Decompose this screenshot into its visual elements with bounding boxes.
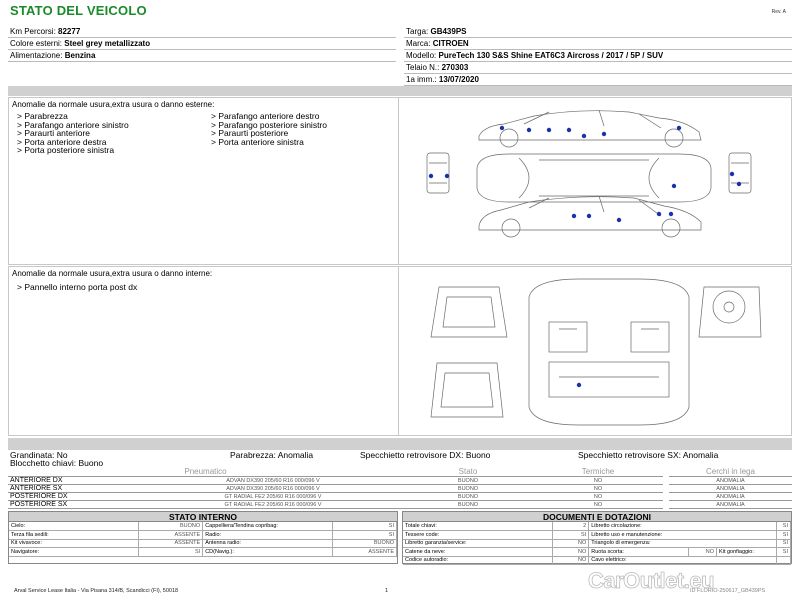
item-label: CD(Navig.): [203, 548, 333, 557]
specchietto-sx-status: Specchietto retrovisore SX: Anomalia [578, 450, 719, 460]
item-label: Totale chiavi: [403, 522, 553, 531]
item-value [776, 556, 790, 565]
table-row [8, 501, 792, 509]
external-damage-list-area [9, 98, 399, 264]
item-value: SI [553, 531, 589, 540]
tyre-stato: BUONO [403, 477, 533, 485]
item-label: Kit gonfiaggio: [717, 548, 777, 557]
footer-company: Arval Service Lease Italia - Via Pisana 314/B, Scandicci (FI), 50018 [14, 588, 179, 594]
item-label: Libretto uso e manutenzione: [589, 531, 777, 540]
table-row [8, 477, 792, 485]
telaio-value: 270303 [441, 63, 469, 72]
car-interior-diagram-svg [399, 267, 791, 435]
table-row [403, 556, 791, 565]
table-row [9, 548, 397, 557]
table-row [8, 493, 792, 501]
tyre-cerchi: ANOMALIA [669, 493, 792, 501]
internal-damage-list [17, 283, 137, 292]
tyre-model: GT RADIAL FE2 205/60 R16 000/096 V [143, 501, 403, 509]
termiche-header: Termiche [533, 467, 663, 477]
internal-damage-panel [8, 266, 792, 436]
tyre-termiche: NO [533, 493, 663, 501]
tyre-position: POSTERIORE DX [8, 493, 143, 501]
tyre-model: ADVAN DX390 205/60 R16 000/096 V [143, 477, 403, 485]
item-label: Radio: [203, 531, 333, 540]
item-value: SI [333, 531, 397, 540]
grandinata-status: Grandinata: No [10, 450, 68, 460]
colore-value: Steel grey metallizzato [64, 39, 151, 48]
marca-label: Marca: [406, 39, 431, 48]
separator-band-2 [8, 438, 792, 450]
documenti-box [402, 511, 792, 564]
table-row [8, 485, 792, 493]
alimentazione-label: Alimentazione: [10, 51, 63, 60]
item-label: Catene da neve: [403, 548, 553, 557]
item-label: Codice autoradio: [403, 556, 553, 565]
table-row [403, 522, 791, 531]
item-label: Kit vivavoce: [9, 539, 139, 548]
alimentazione-value: Benzina [64, 51, 96, 60]
item-value: NO [553, 548, 589, 557]
cerchi-header: Cerchi in lega [669, 467, 792, 477]
item-label: Terza fila sedili: [9, 531, 139, 540]
km-label: Km Percorsi: [10, 27, 56, 36]
item-label: Navigatore: [9, 548, 139, 557]
table-row [403, 531, 791, 540]
item-value: ASSENTE [139, 539, 203, 548]
tyre-stato: BUONO [403, 493, 533, 501]
stato-interno-title: STATO INTERNO [9, 512, 397, 522]
item-value: SI [776, 548, 790, 557]
item-label: Antenna radio: [203, 539, 333, 548]
blocchetto-status: Blocchetto chiavi: Buono [10, 458, 104, 468]
damage-item: > Paraurti anteriore [17, 128, 90, 139]
item-label: Libretto garanzia/service: [403, 539, 553, 548]
table-row [403, 539, 791, 548]
documenti-title: DOCUMENTI E DOTAZIONI [403, 512, 791, 522]
tyre-model: ADVAN DX390 205/60 R16 000/096 V [143, 485, 403, 493]
damage-item: > Parafango anteriore destro [211, 111, 320, 121]
targa-row [404, 26, 792, 38]
damage-item: > Parabrezza [17, 111, 68, 121]
tyres-header-row [8, 467, 792, 477]
item-value: NO [689, 548, 717, 557]
marca-row [404, 38, 792, 50]
documenti-table [403, 522, 791, 565]
internal-car-diagram [399, 267, 791, 435]
item-value: ASSENTE [139, 531, 203, 540]
tyre-termiche: NO [533, 501, 663, 509]
external-damage-title: Anomalie da normale usura,extra usura o danno esterne: [12, 100, 215, 109]
immatricolazione-label: 1a imm.: [406, 75, 437, 84]
item-label: Cielo: [9, 522, 139, 531]
stato-interno-table [9, 522, 397, 557]
car-exterior-diagram-svg [399, 98, 791, 264]
vehicle-info-left [8, 26, 396, 84]
colore-label: Colore esterni: [10, 39, 63, 48]
marca-value: CITROEN [432, 39, 469, 48]
targa-value: GB439PS [430, 27, 467, 36]
modello-label: Modello: [406, 51, 437, 60]
footer-doc-id: ID FLORIO-250617_GB439PS [690, 588, 766, 594]
tyre-model: GT RADIAL FE2 205/60 R16 000/096 V [143, 493, 403, 501]
external-damage-col1 [17, 112, 129, 155]
external-car-diagram [399, 98, 791, 264]
item-value: NO [553, 539, 589, 548]
tyre-termiche: NO [533, 477, 663, 485]
pneumatico-header: Pneumatico [8, 467, 403, 477]
item-value: SI [333, 522, 397, 531]
parabrezza-status: Parabrezza: Anomalia [230, 450, 314, 460]
modello-row [404, 50, 792, 62]
vehicle-info-right [404, 26, 792, 84]
tyres-table [8, 467, 792, 509]
item-value: SI [776, 531, 790, 540]
item-label: Cavo elettrico: [589, 556, 777, 565]
internal-damage-title: Anomalie da normale usura,extra usura o danno interne: [12, 269, 213, 278]
item-label: Triangolo di emergenza: [589, 539, 777, 548]
item-label: Tessere code: [403, 531, 553, 540]
tyre-cerchi: ANOMALIA [669, 485, 792, 493]
item-value: BUONO [333, 539, 397, 548]
item-label: Libretto circolazione: [589, 522, 777, 531]
tyre-cerchi: ANOMALIA [669, 477, 792, 485]
tyre-stato: BUONO [403, 501, 533, 509]
damage-item: > Porta anteriore destra [17, 136, 107, 147]
tyre-termiche: NO [533, 485, 663, 493]
item-value: SI [776, 522, 790, 531]
damage-item: > Parafango posteriore sinistro [211, 119, 327, 130]
stato-header: Stato [403, 467, 533, 477]
table-row [9, 522, 397, 531]
item-value: SI [139, 548, 203, 557]
km-value: 82277 [58, 27, 81, 36]
damage-item: > Parafango anteriore sinistro [17, 119, 129, 130]
item-value: NO [553, 556, 589, 565]
targa-label: Targa: [406, 27, 429, 36]
tyre-position: POSTERIORE SX [8, 501, 143, 509]
modello-value: PureTech 130 S&S Shine EAT6C3 Aircross / 2017 / 5P / SUV [438, 51, 664, 60]
damage-item: > Porta anteriore sinistra [211, 136, 304, 147]
damage-item: > Paraurti posteriore [211, 128, 289, 139]
tyre-position: ANTERIORE DX [8, 477, 143, 485]
item-value: 2 [553, 522, 589, 531]
tyre-cerchi: ANOMALIA [669, 501, 792, 509]
table-row [9, 539, 397, 548]
damage-item: > Pannello interno porta post dx [17, 282, 138, 292]
stato-interno-box [8, 511, 398, 564]
internal-damage-list-area [9, 267, 399, 435]
item-value: SI [776, 539, 790, 548]
table-row [403, 548, 791, 557]
item-value: BUONO [139, 522, 203, 531]
external-damage-col2 [211, 112, 327, 146]
revision-label: Rev. A [771, 9, 786, 15]
watermark-logo: CarOutlet.eu [588, 568, 715, 593]
specchietto-dx-status: Specchietto retrovisore DX: Buono [360, 450, 491, 460]
footer-page-number: 1 [385, 588, 389, 594]
item-label: Ruota scorta: [589, 548, 689, 557]
colore-row [8, 38, 396, 50]
table-row [9, 531, 397, 540]
page-title: STATO DEL VEICOLO [10, 3, 147, 18]
external-damage-panel [8, 97, 792, 265]
immatricolazione-row [404, 74, 792, 86]
tyre-stato: BUONO [403, 485, 533, 493]
alimentazione-row [8, 50, 396, 62]
telaio-row [404, 62, 792, 74]
km-row [8, 26, 396, 38]
tyre-position: ANTERIORE SX [8, 485, 143, 493]
separator-band [8, 86, 792, 96]
item-value: ASSENTE [333, 548, 397, 557]
damage-item: > Porta posteriore sinistra [17, 145, 115, 156]
item-label: Cappelliera/Tendina copribag: [203, 522, 333, 531]
telaio-label: Telaio N.: [406, 63, 440, 72]
immatricolazione-value: 13/07/2020 [438, 75, 479, 84]
